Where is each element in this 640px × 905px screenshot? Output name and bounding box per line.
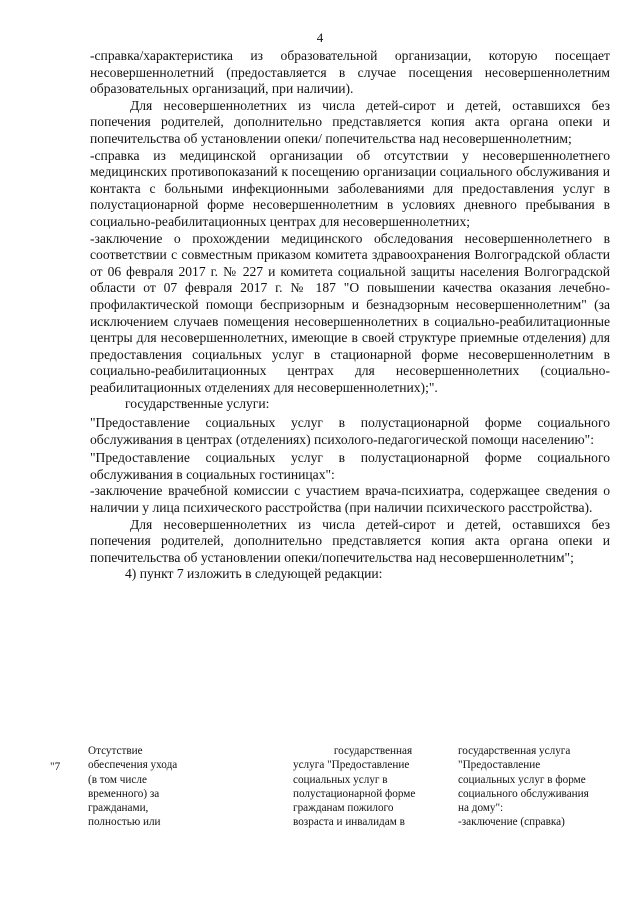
table-cell-line: государственная услуга <box>458 745 571 757</box>
table-cell-line: гражданам пожилого <box>293 802 394 815</box>
paragraph-school-reference: -справка/характеристика из образовательной организации, которую посещает несовершеннолетний (предоставляется в случае посещения несовершеннолетним образовательных организаций, при наличии). <box>90 48 610 97</box>
paragraph-orphans-guardianship: Для несовершеннолетних из числа детей-сирот и детей, оставшихся без попечения родителей, дополнительно представляется копия акта органа опеки и попечительства об установлении опеки/ попечительства над несовершеннолетним; <box>90 97 610 146</box>
table-cell-line: полустационарной форме <box>293 787 416 800</box>
paragraph-service-psych-help: "Предоставление социальных услуг в полустационарной форме социального обслуживания в центрах (отделениях) психолого-педагогической помощи населению": <box>90 415 610 447</box>
table-cell-line: социального обслуживания <box>458 787 589 800</box>
table-column-grounds <box>88 744 218 830</box>
paragraph-item-4: 4) пункт 7 изложить в следующей редакции: <box>125 566 383 582</box>
page-number: 4 <box>316 30 324 45</box>
table-column-semi-stationary <box>293 744 453 830</box>
table-cell-line: (в том числе <box>88 773 147 786</box>
table-cell-line: возраста и инвалидам в <box>293 816 405 829</box>
table-cell-line: социальных услуг в <box>293 773 388 786</box>
paragraph-medical-examination: -заключение о прохождении медицинского обследования несовершеннолетнего в соответствии с совместным приказом комитета здравоохранения Волгоградской области от 06 февраля 2017 г. № 227 и комитета социальной защиты населения Волгоградской области от 07 февраля 2017 г. № 187 "О повышении качества оказания лечебно-профилактической помощи беспризорным и безнадзорным несовершеннолетним" (за исключением случаев помещения несовершеннолетних в социально-реабилитационные центры для несовершеннолетних, имеющие в своей структуре приемные отделения) для предоставления социальных услуг в стационарной форме несовершеннолетним в социально-реабилитационных центрах для несовершеннолетних (социально-реабилитационных отделениях для несовершеннолетних);". <box>90 230 610 395</box>
paragraph-state-services: государственные услуги: <box>125 396 270 412</box>
table-cell-line: государственная <box>333 745 413 757</box>
table-cell-line: -заключение (справка) <box>458 816 565 829</box>
table-cell-line: на дому": <box>458 802 504 815</box>
table-cell-line: полностью или <box>88 816 161 829</box>
paragraph-psychiatric-conclusion: -заключение врачебной комиссии с участием врача-психиатра, содержащее сведения о наличии у лица психического расстройства (при наличии психического расстройства). <box>90 483 610 516</box>
table-cell-line: "Предоставление <box>458 759 541 772</box>
paragraph-service-social-hotels: "Предоставление социальных услуг в полустационарной форме социального обслуживания в социальных гостиницах": <box>90 450 610 482</box>
table-cell-line: услуга "Предоставление <box>293 759 410 772</box>
paragraph-orphans-guardianship-2: Для несовершеннолетних из числа детей-сирот и детей, оставшихся без попечения родителей, дополнительно представляется копия акта органа опеки и попечительства об установлении опеки/попечительства над несовершеннолетним"; <box>90 516 610 565</box>
paragraph-medical-certificate: -справка из медицинской организации об отсутствии у несовершеннолетнего медицинских противопоказаний к посещению организации социального обслуживания и контакта с больными инфекционными заболеваниями для предоставления услуг в полустационарной форме несовершеннолетним в условиях дневного пребывания в социально-реабилитационных центрах для несовершеннолетних; <box>90 147 610 229</box>
table-cell-line: Отсутствие <box>88 745 143 757</box>
document-body <box>90 48 610 583</box>
table-cell-line: временного) за <box>88 787 160 800</box>
table-column-home-service <box>458 744 628 830</box>
table-cell-line: гражданами, <box>88 802 149 815</box>
table-cell-line: социальных услуг в форме <box>458 773 586 786</box>
table-marker: "7 <box>50 761 61 773</box>
table-cell-line: обеспечения ухода <box>88 759 178 772</box>
